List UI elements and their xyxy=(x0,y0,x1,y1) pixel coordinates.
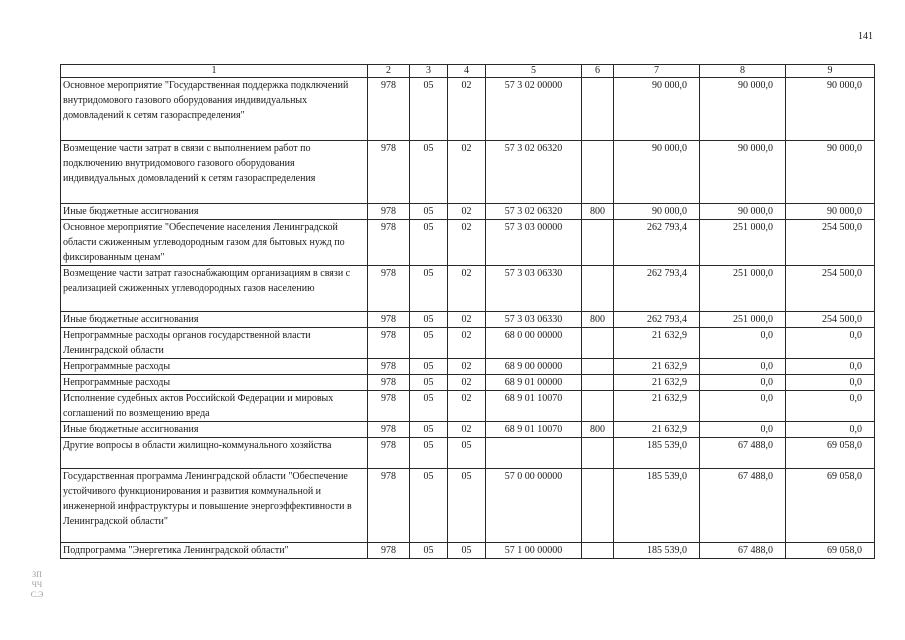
cell-section: 05 xyxy=(410,375,448,391)
cell-amount-7: 21 632,9 xyxy=(614,359,700,375)
margin-stamp-line: ЗП xyxy=(32,570,42,579)
cell-amount-7: 21 632,9 xyxy=(614,375,700,391)
cell-ministry-code: 978 xyxy=(368,469,410,543)
cell-expense-type xyxy=(582,391,614,422)
cell-amount-7: 90 000,0 xyxy=(614,141,700,204)
cell-target-article: 57 3 02 06320 xyxy=(486,204,582,220)
cell-expense-type: 800 xyxy=(582,422,614,438)
column-header: 6 xyxy=(582,65,614,78)
row-name: Непрограммные расходы xyxy=(61,375,368,391)
cell-target-article: 68 9 01 10070 xyxy=(486,391,582,422)
cell-subsection: 02 xyxy=(448,141,486,204)
cell-expense-type xyxy=(582,328,614,359)
cell-amount-8: 251 000,0 xyxy=(700,220,786,266)
cell-section: 05 xyxy=(410,141,448,204)
cell-amount-7: 262 793,4 xyxy=(614,220,700,266)
cell-target-article: 57 3 02 06320 xyxy=(486,141,582,204)
cell-target-article: 68 9 00 00000 xyxy=(486,359,582,375)
cell-expense-type xyxy=(582,220,614,266)
cell-amount-7: 21 632,9 xyxy=(614,422,700,438)
row-name: Иные бюджетные ассигнования xyxy=(61,312,368,328)
cell-amount-8: 0,0 xyxy=(700,391,786,422)
table-row xyxy=(61,422,875,438)
cell-section: 05 xyxy=(410,391,448,422)
table-row xyxy=(61,391,875,422)
cell-amount-8: 0,0 xyxy=(700,328,786,359)
column-header: 8 xyxy=(700,65,786,78)
cell-amount-7: 262 793,4 xyxy=(614,266,700,312)
table-header-row xyxy=(61,65,875,78)
cell-section: 05 xyxy=(410,312,448,328)
cell-amount-8: 0,0 xyxy=(700,422,786,438)
cell-subsection: 02 xyxy=(448,422,486,438)
cell-amount-9: 69 058,0 xyxy=(786,438,875,469)
cell-expense-type: 800 xyxy=(582,204,614,220)
cell-target-article: 57 3 03 06330 xyxy=(486,266,582,312)
cell-amount-7: 21 632,9 xyxy=(614,328,700,359)
cell-subsection: 02 xyxy=(448,204,486,220)
table-row xyxy=(61,328,875,359)
cell-target-article: 57 0 00 00000 xyxy=(486,469,582,543)
cell-amount-9: 0,0 xyxy=(786,422,875,438)
cell-ministry-code: 978 xyxy=(368,204,410,220)
margin-stamp xyxy=(30,570,44,600)
cell-section: 05 xyxy=(410,328,448,359)
cell-section: 05 xyxy=(410,543,448,559)
cell-expense-type xyxy=(582,141,614,204)
cell-ministry-code: 978 xyxy=(368,220,410,266)
cell-amount-8: 67 488,0 xyxy=(700,469,786,543)
cell-section: 05 xyxy=(410,469,448,543)
table-row xyxy=(61,438,875,469)
cell-amount-9: 0,0 xyxy=(786,391,875,422)
cell-ministry-code: 978 xyxy=(368,543,410,559)
cell-target-article: 68 9 01 10070 xyxy=(486,422,582,438)
cell-expense-type xyxy=(582,266,614,312)
cell-amount-9: 254 500,0 xyxy=(786,220,875,266)
cell-ministry-code: 978 xyxy=(368,359,410,375)
table-row xyxy=(61,543,875,559)
margin-stamp-line: С.Э xyxy=(30,590,44,599)
table-row xyxy=(61,204,875,220)
cell-amount-7: 21 632,9 xyxy=(614,391,700,422)
cell-amount-7: 185 539,0 xyxy=(614,438,700,469)
cell-target-article: 57 3 02 00000 xyxy=(486,78,582,141)
row-name: Другие вопросы в области жилищно-коммунального хозяйства xyxy=(61,438,368,469)
cell-ministry-code: 978 xyxy=(368,422,410,438)
cell-target-article: 68 9 01 00000 xyxy=(486,375,582,391)
cell-amount-9: 69 058,0 xyxy=(786,543,875,559)
column-header: 7 xyxy=(614,65,700,78)
row-name: Иные бюджетные ассигнования xyxy=(61,204,368,220)
cell-amount-9: 90 000,0 xyxy=(786,141,875,204)
cell-amount-8: 251 000,0 xyxy=(700,266,786,312)
column-header: 5 xyxy=(486,65,582,78)
table-row xyxy=(61,469,875,543)
cell-expense-type xyxy=(582,78,614,141)
table-row xyxy=(61,141,875,204)
row-name: Непрограммные расходы xyxy=(61,359,368,375)
column-header: 2 xyxy=(368,65,410,78)
table-row xyxy=(61,375,875,391)
cell-amount-8: 90 000,0 xyxy=(700,204,786,220)
row-name: Непрограммные расходы органов государственной власти Ленинградской области xyxy=(61,328,368,359)
cell-expense-type xyxy=(582,359,614,375)
cell-subsection: 02 xyxy=(448,359,486,375)
cell-section: 05 xyxy=(410,220,448,266)
column-header: 9 xyxy=(786,65,875,78)
row-name: Основное мероприятие "Государственная поддержка подключений внутридомового газового оборудования индивидуальных домовладений к сетям газораспределения" xyxy=(61,78,368,141)
cell-section: 05 xyxy=(410,266,448,312)
column-header: 1 xyxy=(61,65,368,78)
cell-subsection: 02 xyxy=(448,266,486,312)
cell-section: 05 xyxy=(410,359,448,375)
cell-subsection: 02 xyxy=(448,328,486,359)
cell-amount-7: 185 539,0 xyxy=(614,543,700,559)
cell-subsection: 02 xyxy=(448,312,486,328)
cell-amount-9: 254 500,0 xyxy=(786,266,875,312)
cell-target-article: 57 3 03 06330 xyxy=(486,312,582,328)
cell-expense-type xyxy=(582,438,614,469)
cell-amount-9: 254 500,0 xyxy=(786,312,875,328)
cell-expense-type xyxy=(582,543,614,559)
row-name: Возмещение части затрат в связи с выполнением работ по подключению внутридомового газового оборудования индивидуальных домовладений к сетям газораспределения xyxy=(61,141,368,204)
row-name: Государственная программа Ленинградской области "Обеспечение устойчивого функционирования и развития коммунальной и инженерной инфраструктуры и повышение энергоэффективности в Ленинградской области" xyxy=(61,469,368,543)
cell-ministry-code: 978 xyxy=(368,375,410,391)
table-row xyxy=(61,78,875,141)
table-row xyxy=(61,220,875,266)
cell-ministry-code: 978 xyxy=(368,328,410,359)
cell-subsection: 05 xyxy=(448,543,486,559)
cell-amount-9: 90 000,0 xyxy=(786,204,875,220)
row-name: Возмещение части затрат газоснабжающим организациям в связи с реализацией сжиженных углеводородных газов населению xyxy=(61,266,368,312)
cell-expense-type xyxy=(582,375,614,391)
cell-subsection: 02 xyxy=(448,78,486,141)
cell-amount-9: 0,0 xyxy=(786,328,875,359)
cell-expense-type: 800 xyxy=(582,312,614,328)
cell-amount-8: 0,0 xyxy=(700,359,786,375)
cell-amount-7: 262 793,4 xyxy=(614,312,700,328)
cell-subsection: 05 xyxy=(448,438,486,469)
cell-target-article: 57 1 00 00000 xyxy=(486,543,582,559)
cell-amount-8: 67 488,0 xyxy=(700,438,786,469)
page-number: 141 xyxy=(858,31,873,42)
cell-amount-8: 67 488,0 xyxy=(700,543,786,559)
cell-ministry-code: 978 xyxy=(368,312,410,328)
cell-amount-8: 90 000,0 xyxy=(700,141,786,204)
cell-amount-9: 0,0 xyxy=(786,359,875,375)
table-row xyxy=(61,359,875,375)
cell-section: 05 xyxy=(410,438,448,469)
cell-amount-7: 90 000,0 xyxy=(614,78,700,141)
cell-subsection: 02 xyxy=(448,220,486,266)
row-name: Иные бюджетные ассигнования xyxy=(61,422,368,438)
cell-ministry-code: 978 xyxy=(368,266,410,312)
table-row xyxy=(61,266,875,312)
cell-section: 05 xyxy=(410,422,448,438)
cell-section: 05 xyxy=(410,78,448,141)
cell-subsection: 02 xyxy=(448,375,486,391)
table-row xyxy=(61,312,875,328)
cell-amount-9: 90 000,0 xyxy=(786,78,875,141)
budget-table xyxy=(60,64,875,559)
cell-amount-7: 185 539,0 xyxy=(614,469,700,543)
cell-amount-8: 0,0 xyxy=(700,375,786,391)
column-header: 3 xyxy=(410,65,448,78)
cell-amount-8: 90 000,0 xyxy=(700,78,786,141)
column-header: 4 xyxy=(448,65,486,78)
cell-amount-7: 90 000,0 xyxy=(614,204,700,220)
row-name: Основное мероприятие "Обеспечение населения Ленинградской области сжиженным углеводородным газом для бытовых нужд по фиксированным ценам" xyxy=(61,220,368,266)
cell-section: 05 xyxy=(410,204,448,220)
cell-ministry-code: 978 xyxy=(368,438,410,469)
cell-ministry-code: 978 xyxy=(368,78,410,141)
cell-subsection: 05 xyxy=(448,469,486,543)
cell-amount-9: 69 058,0 xyxy=(786,469,875,543)
cell-amount-8: 251 000,0 xyxy=(700,312,786,328)
cell-subsection: 02 xyxy=(448,391,486,422)
cell-ministry-code: 978 xyxy=(368,391,410,422)
row-name: Подпрограмма "Энергетика Ленинградской области" xyxy=(61,543,368,559)
cell-target-article: 68 0 00 00000 xyxy=(486,328,582,359)
row-name: Исполнение судебных актов Российской Федерации и мировых соглашений по возмещению вреда xyxy=(61,391,368,422)
cell-target-article xyxy=(486,438,582,469)
cell-target-article: 57 3 03 00000 xyxy=(486,220,582,266)
margin-stamp-line: ЧЧ xyxy=(31,580,43,589)
cell-expense-type xyxy=(582,469,614,543)
cell-amount-9: 0,0 xyxy=(786,375,875,391)
cell-ministry-code: 978 xyxy=(368,141,410,204)
